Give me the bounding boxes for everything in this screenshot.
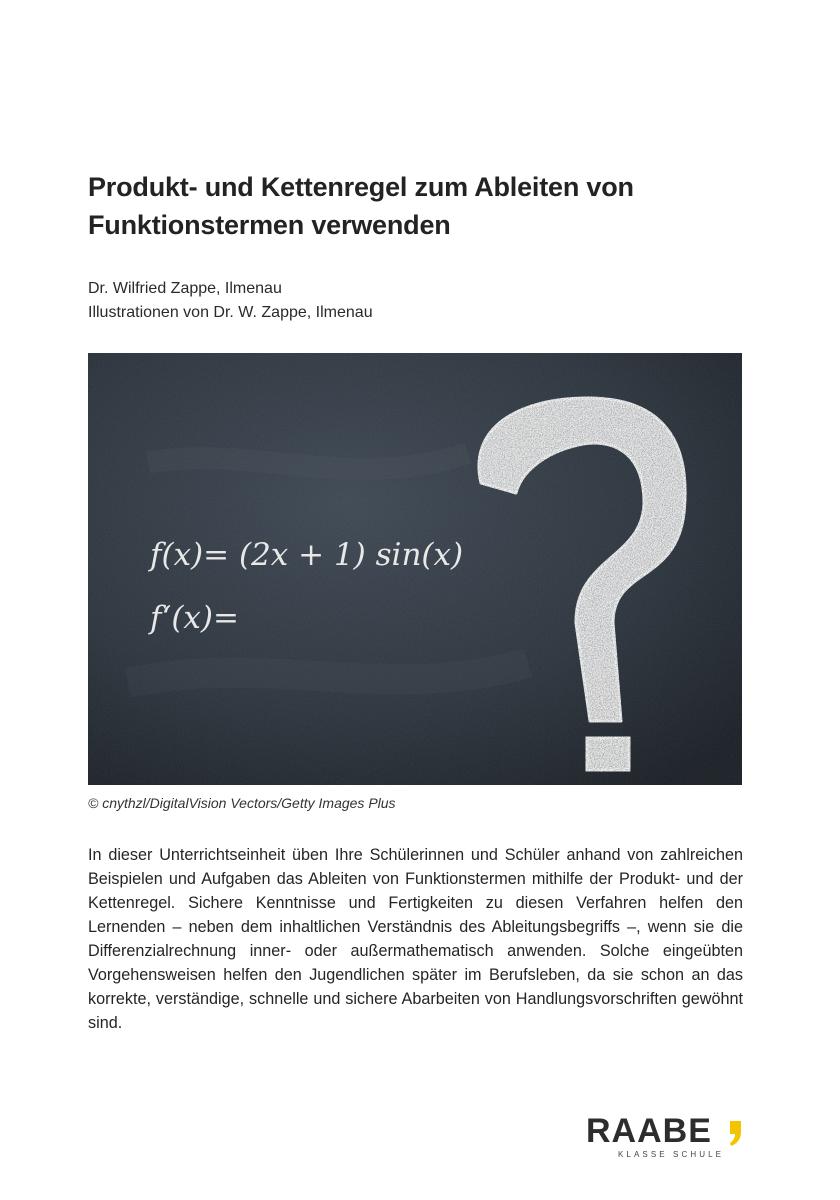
logo-comma-icon [729, 1120, 742, 1146]
logo-tagline: KLASSE SCHULE [618, 1150, 725, 1159]
chalkboard-photo [88, 353, 742, 785]
author-name: Dr. Wilfried Zappe, Ilmenau [88, 280, 282, 297]
logo-wordmark: RAABE [586, 1112, 712, 1150]
chalk-formula-derivative: f‘(x)= [150, 600, 239, 636]
document-title: Produkt- und Kettenregel zum Ableiten von Funktionstermen verwenden [88, 172, 634, 240]
image-credit: © cnythzl/DigitalVision Vectors/Getty Images Plus [88, 795, 396, 811]
raabe-logo [586, 1112, 746, 1162]
chalkboard-illustration [88, 353, 742, 785]
intro-paragraph: In dieser Unterrichtseinheit üben Ihre Schülerinnen und Schüler anhand von zahlreichen Beispielen und Aufgaben das Ableiten von Funktionstermen mithilfe der Produkt- und der Kettenregel. Sichere Kenntnisse und Fertigkeiten zu diesen Verfahren helfen den Lernenden – neben dem inhaltlichen Verständnis des Ableitungsbegriffs –, wenn sie die Differenzialrechnung inner- oder außermathematisch anwenden. Solche eingeübten Vorgehensweisen helfen den Jugendlichen später im Berufsleben, da sie schon an das korrekte, verständige, schnelle und sichere Abarbeiten von Handlungsvorschriften gewöhnt sind. [88, 846, 743, 1032]
chalk-formula-function: f(x)= (2x + 1) sin(x) [150, 537, 464, 573]
author-block [88, 277, 373, 325]
illustrator-name: Illustrationen von Dr. W. Zappe, Ilmenau [88, 304, 373, 321]
